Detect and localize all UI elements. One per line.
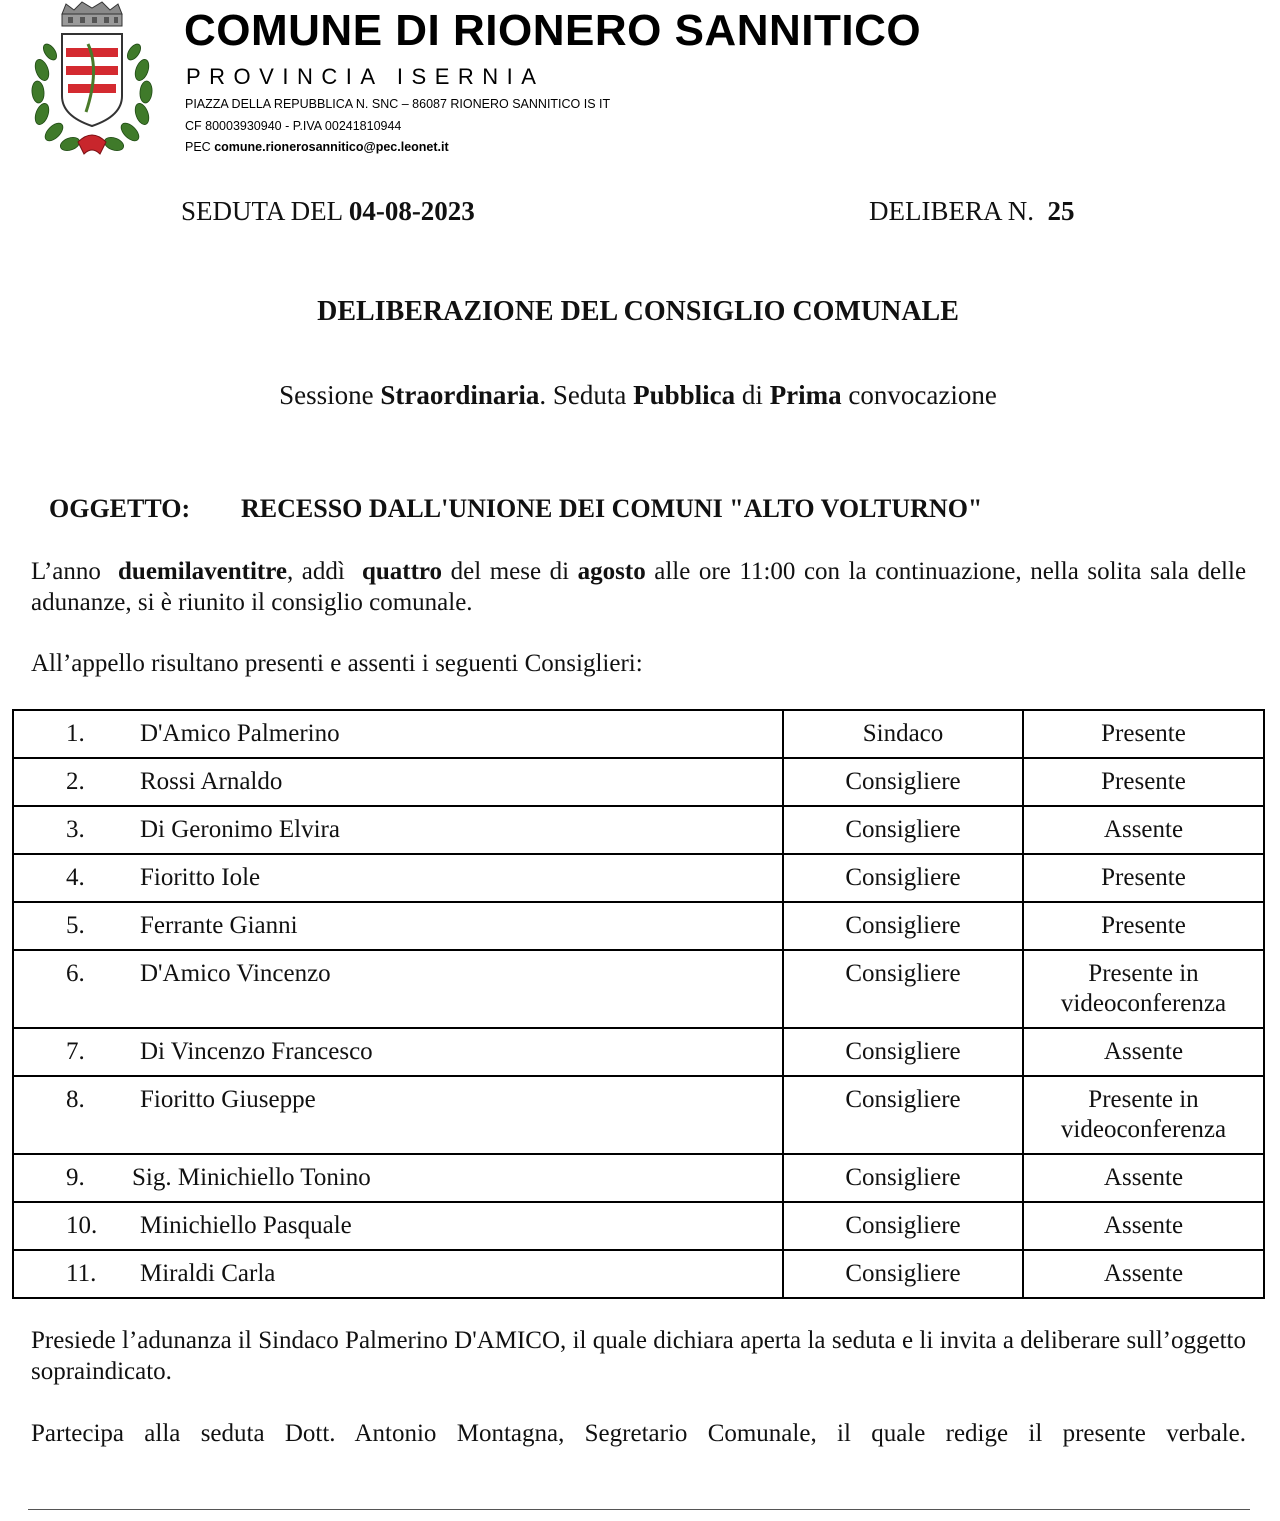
document-title: DELIBERAZIONE DEL CONSIGLIO COMUNALE [317,296,959,327]
councillor-name: D'Amico Vincenzo [140,960,331,987]
councillor-name: Rossi Arnaldo [140,768,283,795]
seduta-date: 04-08-2023 [348,196,475,226]
councillor-status: Presente [1023,902,1264,950]
councillor-role: Consigliere [783,902,1023,950]
councillor-role: Consigliere [783,1028,1023,1076]
councillor-name: Di Geronimo Elvira [140,816,340,843]
councillor-name: Fioritto Iole [140,864,261,891]
sessione-text: . Seduta [539,380,627,410]
footer-divider [28,1509,1250,1510]
councillor-status: Presente in videoconferenza [1023,950,1264,1028]
councillor-name-cell [13,758,783,806]
intro-month: agosto [577,558,646,585]
councillor-number: 9. [66,1164,85,1191]
address-line: PIAZZA DELLA REPUBBLICA N. SNC – 86087 RIONERO SANNITICO IS IT [185,97,611,111]
table-row [13,854,1264,902]
intro-year: duemilaventitre [118,558,287,585]
appello-paragraph: All’appello risultano presenti e assenti i seguenti Consiglieri: [31,650,643,677]
table-row [13,1154,1264,1202]
sessione-text: Sessione [279,380,374,410]
councillor-name: Di Vincenzo Francesco [140,1038,373,1065]
table-row [13,1028,1264,1076]
councillor-name: Ferrante Gianni [140,912,298,939]
councillor-number: 8. [66,1086,85,1113]
councillor-role: Consigliere [783,758,1023,806]
councillor-name: Fioritto Giuseppe [140,1086,316,1113]
province-name: PROVINCIA ISERNIA [186,64,545,89]
councillor-status: Assente [1023,1250,1264,1298]
councillor-name-cell [13,1202,783,1250]
councillor-number: 11. [66,1260,97,1287]
delibera-number: 25 [1047,196,1075,226]
table-row [13,1076,1264,1154]
comune-name: COMUNE DI RIONERO SANNITICO [184,6,922,55]
sessione-type: Straordinaria [380,380,540,410]
partecipa-paragraph: Partecipa alla seduta Dott. Antonio Montagna, Segretario Comunale, il quale redige il presente verbale. [31,1420,1246,1447]
councillor-status: Presente in videoconferenza [1023,1076,1264,1154]
councillor-number: 2. [66,768,85,795]
councillor-role: Consigliere [783,1202,1023,1250]
pec-line [185,140,449,154]
councillor-role: Consigliere [783,950,1023,1028]
oggetto-label: OGGETTO: [49,494,191,523]
councillor-number: 3. [66,816,85,843]
councillor-number: 10. [66,1212,98,1239]
councillor-name-cell [13,1154,783,1202]
councillor-number: 4. [66,864,85,891]
councillor-status: Assente [1023,1202,1264,1250]
councillor-number: 7. [66,1038,85,1065]
councillor-status: Assente [1023,806,1264,854]
table-row [13,1202,1264,1250]
seduta-label: SEDUTA DEL [181,196,343,226]
pec-email: comune.rionerosannitico@pec.leonet.it [214,140,449,154]
table-row [13,710,1264,758]
councillor-name: Minichiello Pasquale [140,1212,352,1239]
councillor-name-cell [13,1250,783,1298]
sessione-line [0,380,1276,411]
pec-label: PEC [185,140,211,154]
councillor-name-cell [13,1028,783,1076]
convocazione-type: Prima [769,380,842,410]
councillor-number: 5. [66,912,85,939]
councillor-name-cell [13,854,783,902]
coat-of-arms-icon [28,0,156,160]
councillor-role: Consigliere [783,854,1023,902]
table-row [13,758,1264,806]
councillor-role: Consigliere [783,806,1023,854]
councillor-role: Consigliere [783,1076,1023,1154]
table-row [13,1250,1264,1298]
councillor-role: Consigliere [783,1250,1023,1298]
councillors-table [12,709,1265,1299]
sessione-text: di [741,380,763,410]
delibera-line [869,196,1075,227]
oggetto-text: RECESSO DALL'UNIONE DEI COMUNI "ALTO VOLTURNO" [241,494,983,523]
fiscal-line: CF 80003930940 - P.IVA 00241810944 [185,119,402,133]
councillor-number: 6. [66,960,85,987]
intro-day: quattro [361,558,443,585]
intro-text: L’anno [31,558,101,585]
councillor-name-cell [13,806,783,854]
councillor-number: 1. [66,720,85,747]
intro-text: alle ore 11:00 con la continuazione, nella solita sala delle adunanze, si è riunito il consiglio comunale. [31,558,1247,616]
councillor-status: Presente [1023,854,1264,902]
seduta-line [181,196,475,227]
councillor-name-cell [13,902,783,950]
councillor-name-cell [13,950,783,1028]
table-row [13,950,1264,1028]
councillor-status: Presente [1023,758,1264,806]
table-row [13,902,1264,950]
councillor-name: D'Amico Palmerino [140,720,340,747]
intro-text: del mese di [450,558,570,585]
councillor-name: Miraldi Carla [140,1260,276,1287]
councillor-name-cell [13,1076,783,1154]
table-row [13,806,1264,854]
councillor-role: Sindaco [783,710,1023,758]
councillor-name: Sig. Minichiello Tonino [132,1164,371,1191]
councillor-role: Consigliere [783,1154,1023,1202]
councillor-status: Assente [1023,1154,1264,1202]
intro-paragraph [31,556,1246,618]
intro-text: , addì [286,558,345,585]
councillor-name-cell [13,710,783,758]
delibera-label: DELIBERA N. [869,196,1034,226]
seduta-type: Pubblica [633,380,736,410]
sessione-text: convocazione [848,380,997,410]
councillor-status: Assente [1023,1028,1264,1076]
presiede-paragraph: Presiede l’adunanza il Sindaco Palmerino D'AMICO, il quale dichiara aperta la seduta e li invita a deliberare sull’oggetto sopraindicato. [31,1327,1246,1385]
councillor-status: Presente [1023,710,1264,758]
